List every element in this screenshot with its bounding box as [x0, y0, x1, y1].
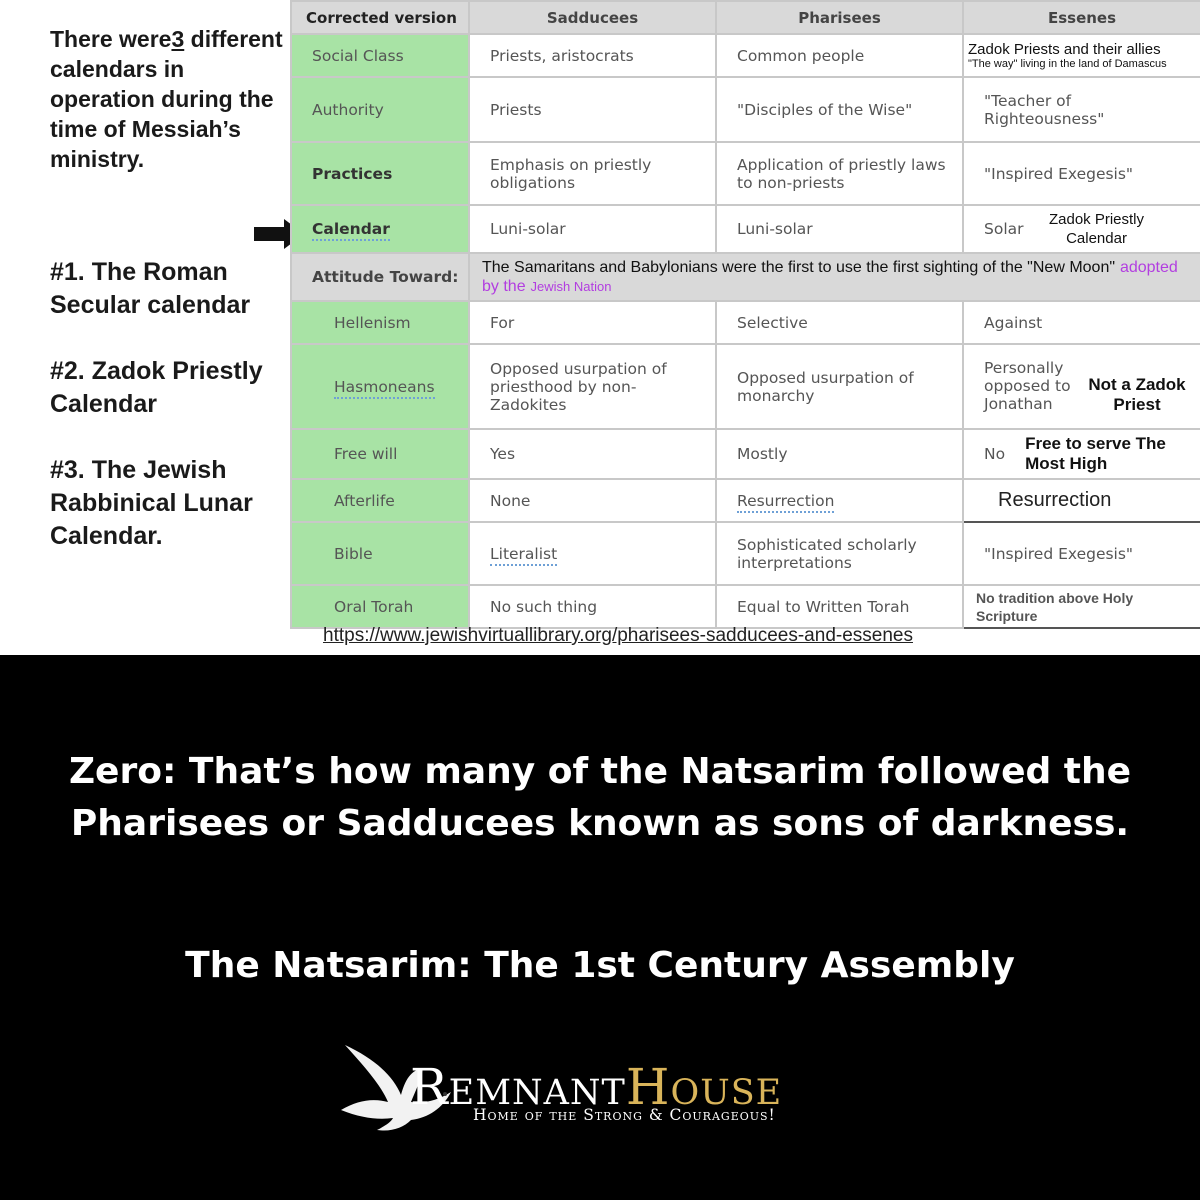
table-row	[291, 479, 1200, 522]
cell: No tradition above Holy Scripture	[963, 585, 1200, 628]
cell: "Inspired Exegesis"	[963, 522, 1200, 585]
ess-note: Free to serve The Most High	[1025, 434, 1166, 473]
table-row	[291, 522, 1200, 585]
cell: Equal to Written Torah	[716, 585, 963, 628]
cell: Common people	[716, 34, 963, 77]
calendar-notes	[50, 24, 290, 553]
calendar-item-3: #3. The Jewish Rabbinical Lunar Calendar.	[50, 456, 253, 550]
table-row	[291, 205, 1200, 253]
table-row	[291, 253, 1200, 301]
intro-text	[50, 24, 290, 174]
freewill-essenes	[984, 434, 1192, 474]
cell: "Disciples of the Wise"	[716, 77, 963, 142]
cell: Against	[963, 301, 1200, 344]
calendar-label: Calendar	[312, 220, 390, 241]
cell: Selective	[716, 301, 963, 344]
source-link[interactable]: https://www.jewishvirtuallibrary.org/pharisees-sadducees-and-essenes	[323, 625, 913, 646]
cell	[963, 34, 1200, 77]
header-pharisees: Pharisees	[716, 1, 963, 34]
table-header-row	[291, 1, 1200, 34]
calendar-essenes	[984, 210, 1192, 248]
cell: Mostly	[716, 429, 963, 479]
caption-line-2: Pharisees or Sadducees known as sons of darkness.	[70, 803, 1130, 844]
cell	[963, 205, 1200, 253]
table-row	[291, 301, 1200, 344]
row-label: Afterlife	[291, 479, 469, 522]
caption-subtitle: The Natsarim: The 1st Century Assembly	[185, 945, 1015, 986]
attitude-note-b: adopted by the	[482, 259, 1178, 295]
cell: "Inspired Exegesis"	[963, 142, 1200, 205]
cell: Opposed usurpation of priesthood by non-Zadokites	[469, 344, 716, 429]
cell	[716, 479, 963, 522]
attitude-note	[469, 253, 1200, 301]
ess-note: Not a Zadok Priest	[1088, 374, 1186, 414]
cell: Priests, aristocrats	[469, 34, 716, 77]
cell	[963, 429, 1200, 479]
cell-value: Literalist	[490, 545, 557, 566]
row-label	[291, 205, 469, 253]
header-sadducees: Sadducees	[469, 1, 716, 34]
row-label: Social Class	[291, 34, 469, 77]
logo-word-1: Remnant	[410, 1058, 626, 1116]
attitude-note-c: Jewish Nation	[530, 279, 612, 294]
cell: "Teacher of Righteousness"	[963, 77, 1200, 142]
table-row	[291, 344, 1200, 429]
cell: Application of priestly laws to non-priests	[716, 142, 963, 205]
cell: Yes	[469, 429, 716, 479]
calendar-item-1: #1. The Roman Secular calendar	[50, 258, 251, 319]
row-label: Practices	[291, 142, 469, 205]
row-label: Authority	[291, 77, 469, 142]
table-row	[291, 34, 1200, 77]
cell: For	[469, 301, 716, 344]
caption-main	[0, 746, 1200, 850]
cell	[469, 522, 716, 585]
cell-value: Solar	[984, 220, 1024, 238]
cell: Opposed usurpation of monarchy	[716, 344, 963, 429]
row-label: Bible	[291, 522, 469, 585]
ess-note: "The way" living in the land of Damascus	[968, 58, 1167, 70]
caption-line-1: Zero: That’s how many of the Natsarim followed the	[68, 751, 1132, 792]
attitude-note-a: The Samaritans and Babylonians were the first to use the first sighting of the "New Moon"	[482, 259, 1116, 276]
cell: Priests	[469, 77, 716, 142]
logo-word-2: House	[625, 1058, 783, 1116]
row-label: Free will	[291, 429, 469, 479]
cell: No such thing	[469, 585, 716, 628]
cell-value: Resurrection	[737, 492, 834, 513]
cell	[963, 344, 1200, 429]
ess-note: Zadok Priests and their allies	[968, 41, 1161, 58]
cell: Luni-solar	[716, 205, 963, 253]
header-corrected: Corrected version	[291, 1, 469, 34]
cell: Luni-solar	[469, 205, 716, 253]
table-row	[291, 142, 1200, 205]
calendar-item-2: #2. Zadok Priestly Calendar	[50, 357, 263, 418]
intro-count: 3	[171, 26, 185, 52]
hasmoneans-label: Hasmoneans	[334, 378, 435, 399]
cell: Resurrection	[963, 479, 1200, 522]
header-essenes: Essenes	[963, 1, 1200, 34]
cell-value: No	[984, 445, 1006, 463]
row-label: Oral Torah	[291, 585, 469, 628]
table-row	[291, 429, 1200, 479]
cell: Emphasis on priestly obligations	[469, 142, 716, 205]
logo-tagline: Home of the Strong & Courageous!	[473, 1106, 776, 1124]
intro-post: different calendars in operation during the time of Messiah’s ministry.	[50, 26, 283, 172]
cell: Sophisticated scholarly interpretations	[716, 522, 963, 585]
row-label: Hellenism	[291, 301, 469, 344]
row-label: Attitude Toward:	[291, 253, 469, 301]
row-label	[291, 344, 469, 429]
ess-note: Zadok Priestly Calendar	[1048, 211, 1145, 247]
comparison-table	[290, 0, 1200, 629]
table-row	[291, 585, 1200, 628]
hasmoneans-essenes	[984, 359, 1192, 415]
intro-pre: There were	[50, 26, 172, 52]
cell-value: Personally opposed to Jonathan	[984, 358, 1071, 413]
cell: None	[469, 479, 716, 522]
table-row	[291, 77, 1200, 142]
